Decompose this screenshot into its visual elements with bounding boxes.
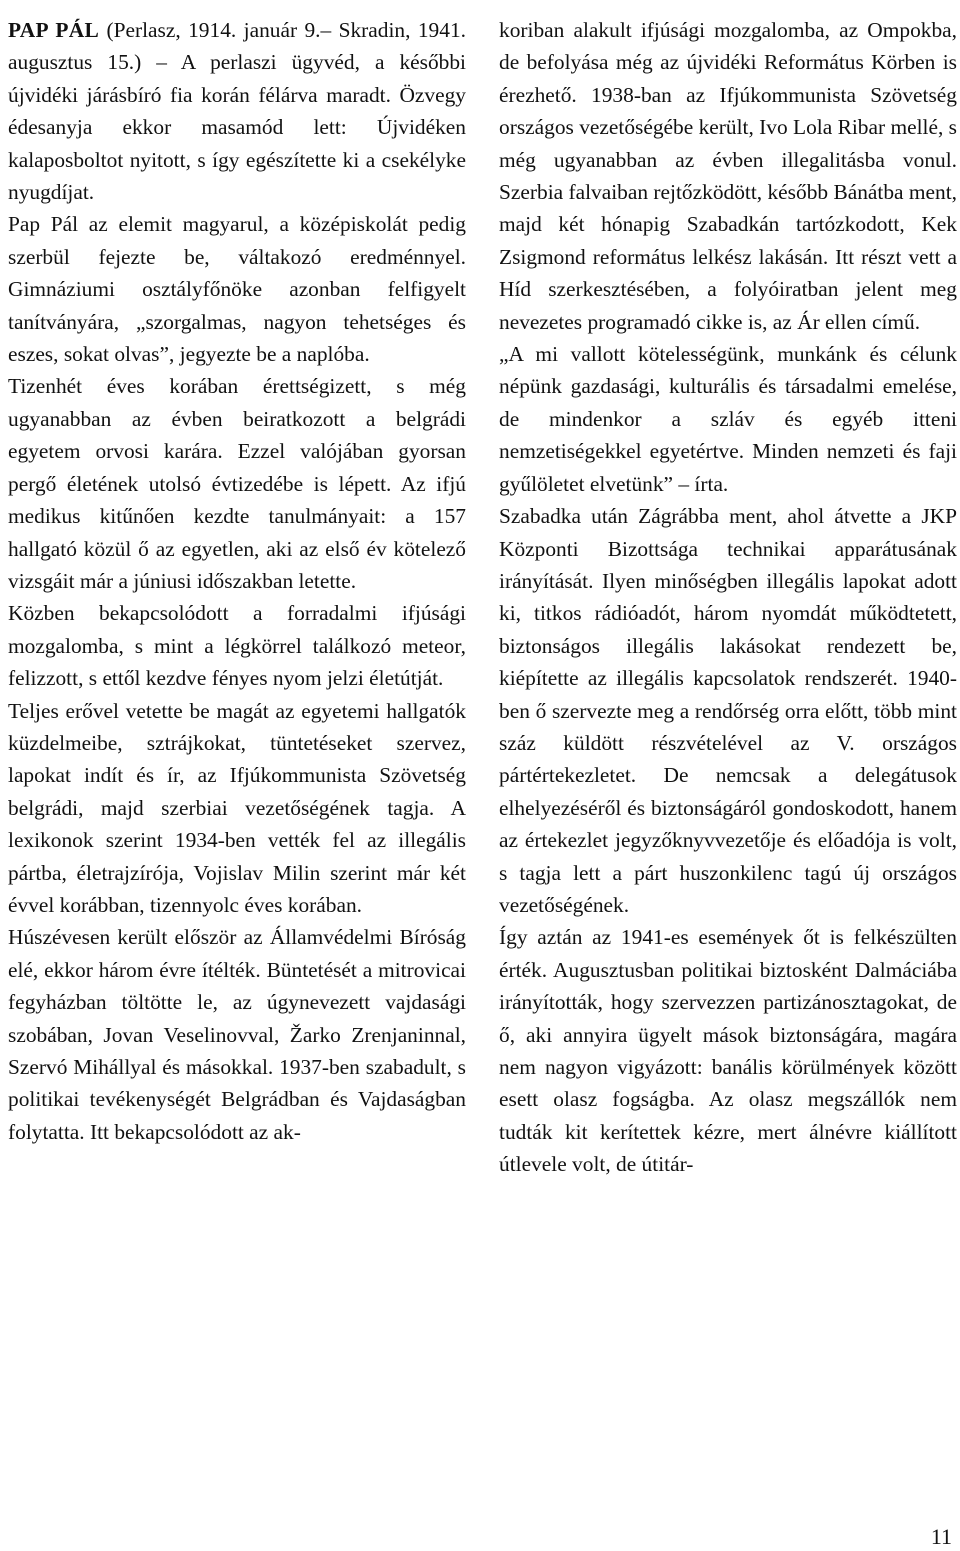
paragraph: Teljes erővel vetette be magát az egyetemi hallgatók küzdelmeibe, sztrájkokat, tüntetéseket szervez, lapokat indít és ír, az Ifjúkommunista Szövetség belgrádi, majd szerbiai vezetőségének tagja. A lexikonok szerint 1934-ben vették fel az illegális pártba, életrajzírója, Vojislav Milin szerint már két évvel korábban, tizennyolc éves korában. [8, 698, 466, 917]
paragraph: Húszévesen került először az Államvédelmi Bíróság elé, ekkor három évre ítélték. Büntetését a mitrovicai fegyházban töltötte le, az úgynevezett vajdasági szobában, Jovan Veselinovval, Žarko Zrenjaninnal, Szervó Mihállyal és másokkal. 1937-ben szabadult, s politikai tevékenységét Belgrádban és Vajdaságban folytatta. Itt bekapcsolódott az ak- [8, 925, 466, 1144]
paragraph [8, 14, 466, 208]
paragraph: Tizenhét éves korában érettségizett, s még ugyanabban az évben beiratkozott a belgrádi egyetem orvosi karára. Ezzel valójában gyorsan pergő életének utolsó évtizedébe is lépett. Az ifjú medikus kitűnően kezdte tanulmányait: a 157 hallgató közül ő az egyetlen, aki az első év kötelező vizsgáit már a júniusi időszakban letette. [8, 374, 466, 593]
paragraph-text: (Perlasz, 1914. január 9.– Skradin, 1941. augusztus 15.) – A perlaszi ügyvéd, a későbbi újvidéki járásbíró fia korán félárva maradt. Özvegy édesanyja ekkor masamód lett: Újvidéken kalaposboltot nyitott, s így egészítette ki a csekélyke nyugdíjat. [8, 18, 466, 205]
paragraph: Közben bekapcsolódott a forradalmi ifjúsági mozgalomba, s mint a légkörrel találkozó meteor, felizzott, s ettől kezdve fényes nyom jelzi életútját. [8, 601, 466, 691]
subject-name: PAP PÁL [8, 18, 100, 42]
paragraph: Így aztán az 1941-es események őt is felkészülten érték. Augusztusban politikai biztosként Dalmáciába irányították, hogy szervezzen partizánosztagokat, de ő, aki annyira ügyelt mások biztonságára, magára nem nagyon vigyázott: banális körülmények között esett olasz fogságba. Az olasz megszállók nem tudták kit kerítettek kézre, mert álnévre kiállított útlevele volt, de útitár- [499, 925, 957, 1177]
page-number: 11 [930, 1524, 952, 1549]
paragraph: koriban alakult ifjúsági mozgalomba, az Ompokba, de befolyása még az újvidéki Református Körben is érezhető. 1938-ban az Ifjúkommunista Szövetség országos vezetőségébe került, Ivo Lola Ribar mellé, s még ugyanabban az évben illegalitásba vonul. Szerbia falvaiban rejtőzködött, később Bánátba ment, majd két hónapig Szabadkán tartózkodott, Kek Zsigmond református lelkész lakásán. Itt részt vett a Híd szerkesztésében, a folyóiratban jelent meg nevezetes programadó cikke is, az Ár ellen című. [499, 18, 957, 334]
left-column [8, 14, 466, 1148]
paragraph: Pap Pál az elemit magyarul, a középiskolát pedig szerbül fejezte be, váltakozó eredménnyel. Gimnáziumi osztályfőnöke azonban felfigyelt tanítványára, „szorgalmas, nagyon tehetséges és eszes, sokat olvas”, jegyezte be a naplóba. [8, 212, 466, 367]
paragraph: Szabadka után Zágrábba ment, ahol átvette a JKP Központi Bizottsága technikai apparátusának irányítását. Ilyen minőségben illegális lapokat adott ki, titkos rádióadót, három nyomdát működtetett, biztonságos illegális lakásokat rendezett be, kiépítette az illegális kapcsolatok rendszerét. 1940-ben ő szervezte meg a rendőrség orra előtt, több mint száz küldött részvételével az V. országos pártértekezletet. De nemcsak a delegátusok elhelyezéséről és biztonságáról gondoskodott, hanem az értekezlet jegyzőknyvvezetője és előadója is volt, s tagja lett a párt huszonkilenc tagú új országos vezetőségének. [499, 504, 957, 917]
right-column [499, 14, 957, 1181]
paragraph: „A mi vallott kötelességünk, munkánk és célunk népünk gazdasági, kulturális és társadalmi emelése, de mindenkor a szláv és egyéb itteni nemzetiségekkel egyetértve. Minden nemzeti és faji gyűlöletet elvetünk” – írta. [499, 342, 957, 496]
